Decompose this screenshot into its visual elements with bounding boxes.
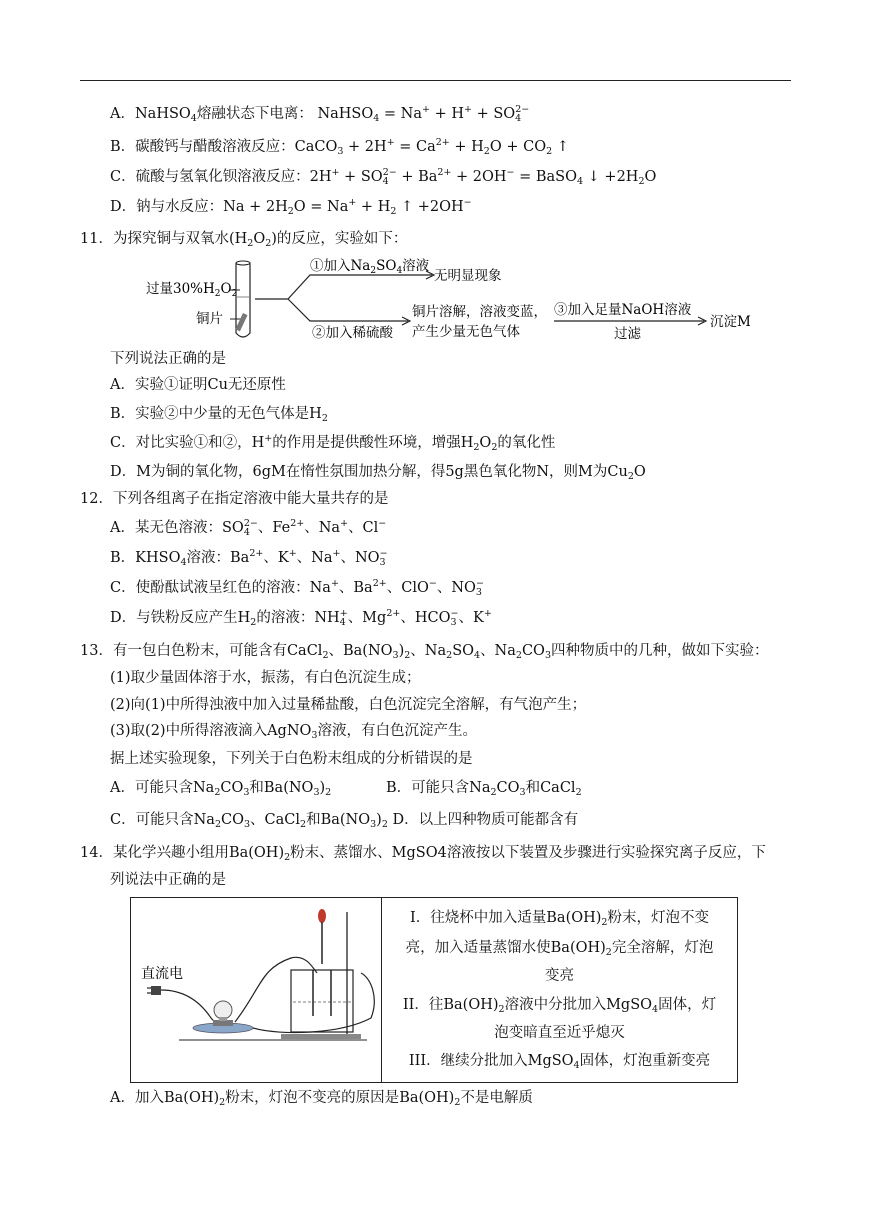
q11-option-c: C．对比实验①和②，H+的作用是提供酸性环境，增强$H_2O_2$的氧化性 <box>110 433 556 453</box>
q11-precipitate: 沉淀M <box>710 314 751 330</box>
beaker-icon <box>291 970 353 1032</box>
q11-option-d: D．M为铜的氧化物，6gM在惰性氛围加热分解，得5g黑色氧化物N，则M为$Cu_2O$ <box>110 464 646 482</box>
q13-step-2: (2)向(1)中所得浊液中加入过量稀盐酸，白色沉淀完全溶解，有气泡产生； <box>110 697 587 713</box>
iron-stand-icon <box>281 912 361 1039</box>
q14-stem: 14．某化学兴趣小组用$Ba(OH)_2$粉末、蒸馏水、MgSO4溶液按以下装置及步骤进行实验探究离子反应，下 <box>80 845 766 863</box>
q13-option-b: B．可能只含$Na_2CO_3$和CaCl$_2$ <box>386 780 582 798</box>
q13-option-c: C．可能只含$Na_2CO_3$、CaCl$_2$和$Ba(NO_3)_2$ D．以上四种物质可能都含有 <box>110 812 579 830</box>
q11-step1-label: ①加入$Na_2SO_4$溶液 <box>310 258 430 276</box>
q10-option-c: C．硫酸与氢氧化钡溶液反应：$2H^+ + SO_4^{2-} + Ba^{2+} + 2OH^-$ = BaSO$_4$ ↓ $+2H_2O$ <box>110 167 657 187</box>
q10-option-b: B．碳酸钙与醋酸溶液反应：CaCO$_3$ + $2H^+ = Ca^{2+} + H_2O + CO_2$ ↑ <box>110 137 569 157</box>
q13-step-1: (1)取少量固体溶于水，振荡，有白色沉淀生成； <box>110 670 421 686</box>
q10-option-d: D．钠与水反应：$Na + 2H_2O = Na^+ + H_2$ ↑ +2OH− <box>110 197 472 217</box>
q12-option-b: B．$KHSO_4$溶液：$Ba^{2+}$、K+、Na+、$NO_3^-$ <box>110 548 388 568</box>
step-ii-line2: 泡变暗直至近乎熄灭 <box>494 1025 625 1041</box>
q11-filter-label: 过滤 <box>614 326 641 342</box>
q12-stem: 12．下列各组离子在指定溶液中能大量共存的是 <box>80 491 389 507</box>
q11-result2a: 铜片溶解，溶液变蓝， <box>412 304 547 320</box>
q12-option-c: C．使酚酞试液呈红色的溶液：Na+、$Ba^{2+}$、ClO−、$NO_3^-$ <box>110 578 484 598</box>
test-tube-icon <box>235 261 250 337</box>
q14-stem-cont: 列说法中正确的是 <box>110 872 226 888</box>
q11-copper-label: 铜片 <box>196 311 223 327</box>
q10-option-a: A．NaHSO$_4$熔融状态下电离： NaHSO$_4$ = $Na^+ + H^+ + SO_4^{2-}$ <box>110 104 530 124</box>
light-bulb-icon <box>193 1001 253 1033</box>
q11-reagent-label: 过量$30\%H_2O_2$ <box>146 281 238 299</box>
step-iii-line1: III．继续分批加入MgSO$_4$固体，灯泡重新变亮 <box>408 1053 711 1071</box>
step-ii-line1: II．往$Ba(OH)_2$溶液中分批加入MgSO$_4$固体，灯 <box>402 997 717 1015</box>
q11-flow-diagram <box>140 255 780 345</box>
conductivity-apparatus-figure <box>131 898 380 1082</box>
plug-icon <box>147 986 161 995</box>
q11-prompt: 下列说法正确的是 <box>110 351 226 367</box>
q12-option-d: D．与铁粉反应产生$H_2$的溶液：$NH_4^+$、$Mg^{2+}$、$HCO_3^-$、K+ <box>110 608 492 628</box>
q11-option-b: B．实验②中少量的无色气体是$H_2$ <box>110 406 328 424</box>
q13-prompt: 据上述实验现象，下列关于白色粉末组成的分析错误的是 <box>110 751 473 767</box>
step-i-line3: 变亮 <box>545 968 574 984</box>
step-i-line1: I．往烧杯中加入适量$Ba(OH)_2$粉末，灯泡不变 <box>410 910 709 928</box>
q13-option-a: A．可能只含$Na_2CO_3$和$Ba(NO_3)_2$ <box>110 780 332 798</box>
q11-result2b: 产生少量无色气体 <box>412 324 520 340</box>
q11-option-a: A．实验①证明Cu无还原性 <box>110 377 286 393</box>
q14-option-a: A．加入$Ba(OH)_2$粉末，灯泡不变亮的原因是$Ba(OH)_2$不是电解质 <box>110 1090 533 1108</box>
dc-power-label: 直流电 <box>141 966 183 982</box>
q12-option-a: A．某无色溶液：$SO_4^{2-}$、$Fe^{2+}$、Na+、Cl− <box>110 518 387 538</box>
dropper-icon <box>318 909 326 964</box>
q11-stem: 11．为探究铜与双氧水$(H_2O_2)$的反应，实验如下： <box>80 231 408 249</box>
q11-step3-label: ③加入足量NaOH溶液 <box>554 302 692 318</box>
q11-step2-label: ②加入稀硫酸 <box>312 325 393 341</box>
q14-apparatus-table <box>130 897 738 1083</box>
q14-steps <box>382 898 737 1082</box>
header-rule <box>80 80 791 81</box>
step-i-line2: 亮，加入适量蒸馏水使$Ba(OH)_2$完全溶解，灯泡 <box>405 940 714 958</box>
q11-result1: 无明显现象 <box>434 268 502 284</box>
q13-step-3: (3)取(2)中所得溶液滴入AgNO$_3$溶液，有白色沉淀产生。 <box>110 723 477 741</box>
q13-stem: 13．有一包白色粉末，可能含有CaCl$_2$、$Ba(NO_3)_2$、$Na_2SO_4$、$Na_2CO_3$四种物质中的几种，做如下实验： <box>80 643 769 661</box>
